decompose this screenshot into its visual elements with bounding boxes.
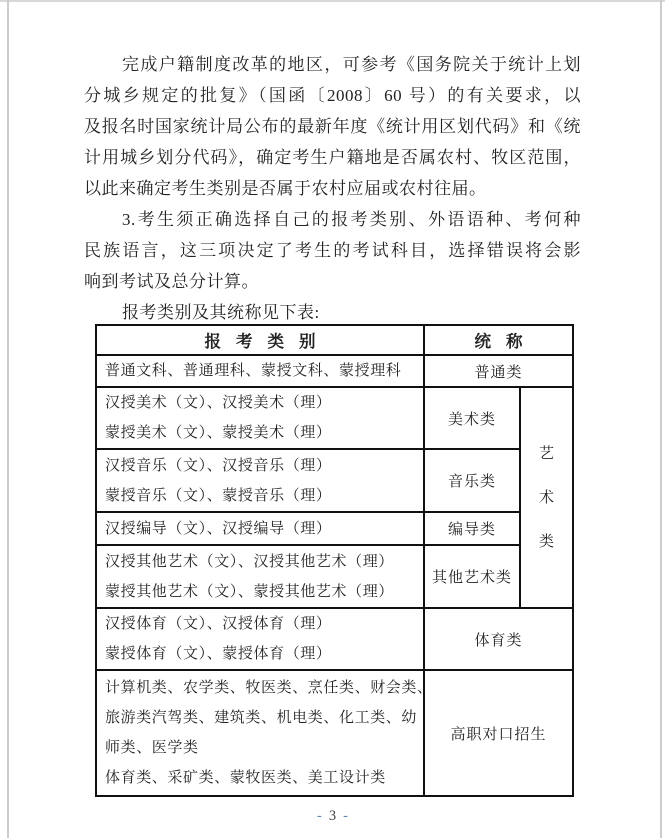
- category-line: 普通文科、普通理科、蒙授文科、蒙授理科: [105, 363, 402, 379]
- body-text: [84, 49, 581, 328]
- sub-category-cell: 其他艺术类: [424, 545, 520, 608]
- categories-cell: [96, 355, 424, 387]
- page-number-dash-left: -: [317, 808, 322, 824]
- categories-cell: [96, 449, 424, 512]
- page-number-value: 3: [328, 808, 337, 824]
- category-line: 计算机类、农学类、牧医类、烹任类、财会类、: [105, 680, 433, 696]
- category-line: 师类、医学类: [105, 740, 199, 756]
- text-line: 完成户籍制度改革的地区，可参考《国务院关于统计上划: [122, 55, 581, 74]
- page-number-dash-right: -: [343, 808, 348, 824]
- category-line: 体育类、采矿类、蒙牧医类、美工设计类: [105, 770, 386, 786]
- text-line: 以此来确定考生类别是否属于农村应届或农村往届。: [84, 179, 487, 198]
- table-row-sports: [96, 608, 573, 670]
- table-row-vocational: [96, 670, 573, 796]
- header-categories: 报考类别: [96, 325, 424, 355]
- category-line: 旅游类汽驾类、建筑类、机电类、化工类、幼: [105, 710, 418, 726]
- art-group-cell: [520, 387, 573, 608]
- table-header-row: [96, 325, 573, 355]
- paragraph-household-registration: [84, 49, 581, 204]
- table-row-directing: [96, 512, 573, 545]
- category-line: 汉授编导（文）、汉授编导（理）: [105, 520, 332, 537]
- vertical-label: 艺术类: [538, 445, 554, 550]
- categories-cell: [96, 608, 424, 670]
- table-row-other-arts: [96, 545, 573, 608]
- categories-cell: [96, 670, 433, 796]
- category-line: 蒙授其他艺术（文）、蒙授其他艺术（理）: [105, 583, 394, 600]
- text-line: 报考类别及其统称见下表:: [122, 303, 320, 322]
- unified-cell: 高职对口招生: [424, 670, 573, 796]
- category-line: 汉授其他艺术（文）、汉授其他艺术（理）: [105, 553, 394, 570]
- sub-category-cell: 编导类: [424, 512, 520, 545]
- page-number: [0, 806, 665, 826]
- text-line: 民族语言，这三项决定了考生的考试科目，选择错误将会影: [84, 241, 581, 260]
- categories-cell: [96, 545, 424, 608]
- table-row-music: [96, 449, 573, 512]
- category-line: 蒙授美术（文）、蒙授美术（理）: [105, 425, 332, 441]
- table-row-fine-arts: [96, 387, 573, 449]
- categories-cell: [96, 512, 424, 545]
- sub-category-cell: 美术类: [424, 387, 520, 449]
- category-line: 汉授音乐（文）、汉授音乐（理）: [105, 457, 332, 474]
- registration-category-table: [95, 324, 574, 797]
- unified-cell: 普通类: [424, 355, 573, 387]
- category-line: 汉授美术（文）、汉授美术（理）: [105, 395, 332, 411]
- text-line: 计用城乡划分代码》，确定考生户籍地是否属农村、牧区范围，: [84, 148, 581, 167]
- category-line: 蒙授音乐（文）、蒙授音乐（理）: [105, 487, 332, 504]
- text-line: 响到考试及总分计算。: [84, 272, 259, 291]
- table-row-general: [96, 355, 573, 387]
- category-line: 汉授体育（文）、汉授体育（理）: [105, 616, 332, 632]
- unified-cell: 体育类: [424, 608, 573, 670]
- scan-edge-left: [7, 0, 9, 838]
- text-line: 分城乡规定的批复》（国函〔2008〕60 号）的有关要求，以: [84, 86, 581, 105]
- text-line: 3.考生须正确选择自己的报考类别、外语语种、考何种: [122, 210, 581, 229]
- categories-cell: [96, 387, 424, 449]
- category-line: 蒙授体育（文）、蒙授体育（理）: [105, 646, 332, 662]
- scan-edge-right: [660, 0, 662, 838]
- sub-category-cell: 音乐类: [424, 449, 520, 512]
- text-line: 及报名时国家统计局公布的最新年度《统计用区划代码》和《统: [84, 117, 581, 136]
- header-unified: 统称: [424, 325, 573, 355]
- scan-edge-top: [0, 0, 665, 2]
- paragraph-item-3: [84, 204, 581, 297]
